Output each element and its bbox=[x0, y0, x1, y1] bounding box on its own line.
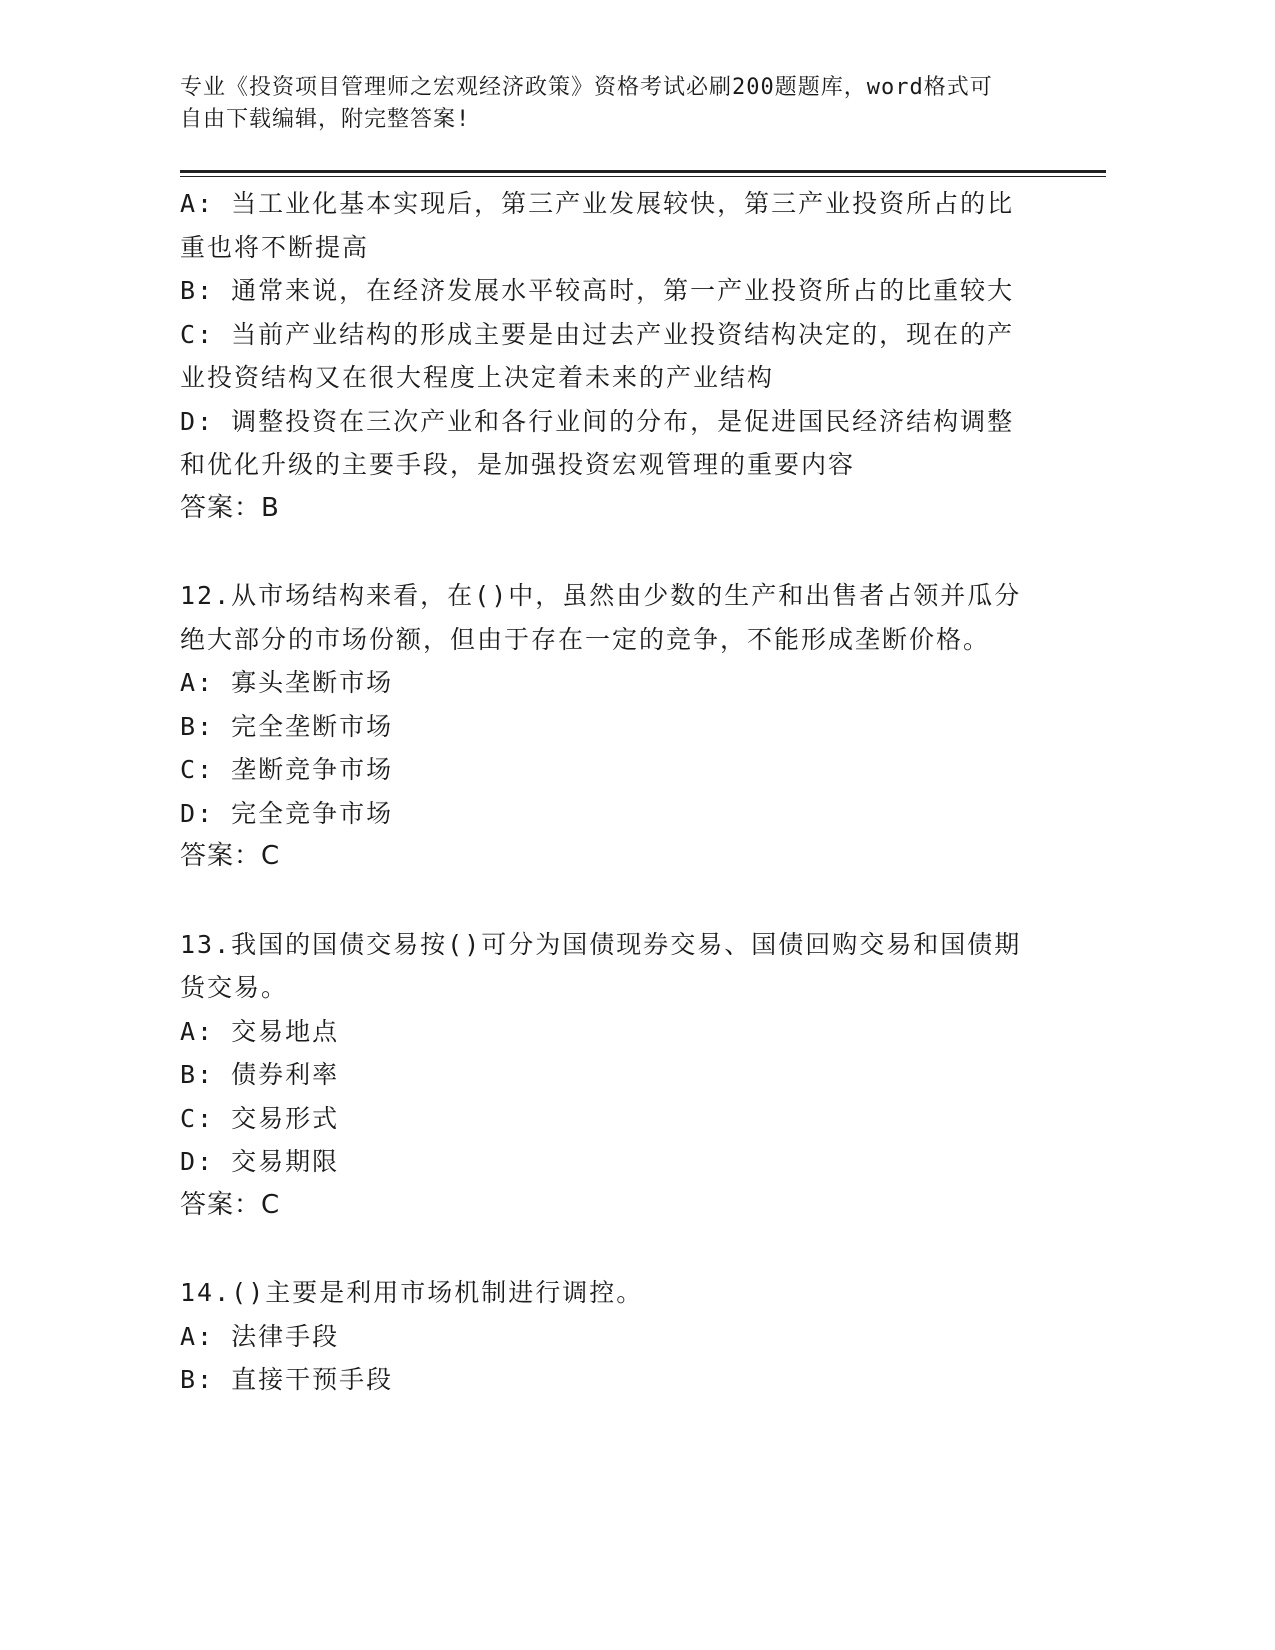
header-rule-thick bbox=[180, 170, 1106, 173]
document-header bbox=[180, 72, 1040, 136]
option-c: C: 垄断竞争市场 bbox=[180, 755, 394, 784]
spacer bbox=[180, 879, 1040, 923]
option-c: C: 交易形式 bbox=[180, 1103, 340, 1133]
option-b: B: 债券利率 bbox=[180, 1060, 340, 1089]
option-a: A: 寡头垄断市场 bbox=[180, 668, 394, 697]
spacer bbox=[180, 1227, 1040, 1271]
question-13 bbox=[180, 923, 1040, 1228]
answer-line: 答案：C bbox=[180, 1189, 281, 1220]
option-d-continued: 和优化升级的主要手段，是加强投资宏观管理的重要内容 bbox=[180, 450, 856, 479]
header-line-2: 自由下载编辑，附完整答案! bbox=[180, 107, 471, 132]
option-b: B: 直接干预手段 bbox=[180, 1365, 394, 1394]
header-rule-thin bbox=[180, 176, 1106, 177]
header-line-1: 专业《投资项目管理师之宏观经济政策》资格考试必刷200题题库，word格式可 bbox=[180, 75, 993, 100]
question-11-continued bbox=[180, 182, 1040, 530]
answer-line: 答案：C bbox=[180, 841, 281, 871]
option-a: A: 当工业化基本实现后，第三产业发展较快，第三产业投资所占的比 bbox=[180, 189, 1015, 218]
question-stem: 14.()主要是利用市场机制进行调控。 bbox=[180, 1278, 644, 1307]
question-12 bbox=[180, 574, 1040, 879]
document-body bbox=[180, 182, 1040, 1402]
question-stem-continued: 货交易。 bbox=[180, 973, 289, 1002]
option-b: B: 通常来说，在经济发展水平较高时，第一产业投资所占的比重较大 bbox=[180, 276, 1015, 305]
spacer bbox=[180, 530, 1040, 574]
option-a: A: 法律手段 bbox=[180, 1321, 340, 1351]
option-d: D: 交易期限 bbox=[180, 1147, 340, 1176]
option-c-continued: 业投资结构又在很大程度上决定着未来的产业结构 bbox=[180, 363, 775, 392]
question-stem: 13.我国的国债交易按()可分为国债现券交易、国债回购交易和国债期 bbox=[180, 929, 1022, 959]
option-a: A: 交易地点 bbox=[180, 1016, 340, 1046]
option-b: B: 完全垄断市场 bbox=[180, 711, 394, 741]
option-c: C: 当前产业结构的形成主要是由过去产业投资结构决定的，现在的产 bbox=[180, 319, 1015, 349]
option-d: D: 调整投资在三次产业和各行业间的分布，是促进国民经济结构调整 bbox=[180, 406, 1015, 436]
answer-line: 答案：B bbox=[180, 492, 280, 523]
question-stem-continued: 绝大部分的市场份额，但由于存在一定的竞争，不能形成垄断价格。 bbox=[180, 624, 991, 654]
option-a-continued: 重也将不断提高 bbox=[180, 232, 370, 262]
question-14 bbox=[180, 1271, 1040, 1402]
question-stem: 12.从市场结构来看，在()中，虽然由少数的生产和出售者占领并瓜分 bbox=[180, 581, 1022, 610]
option-d: D: 完全竞争市场 bbox=[180, 798, 394, 828]
